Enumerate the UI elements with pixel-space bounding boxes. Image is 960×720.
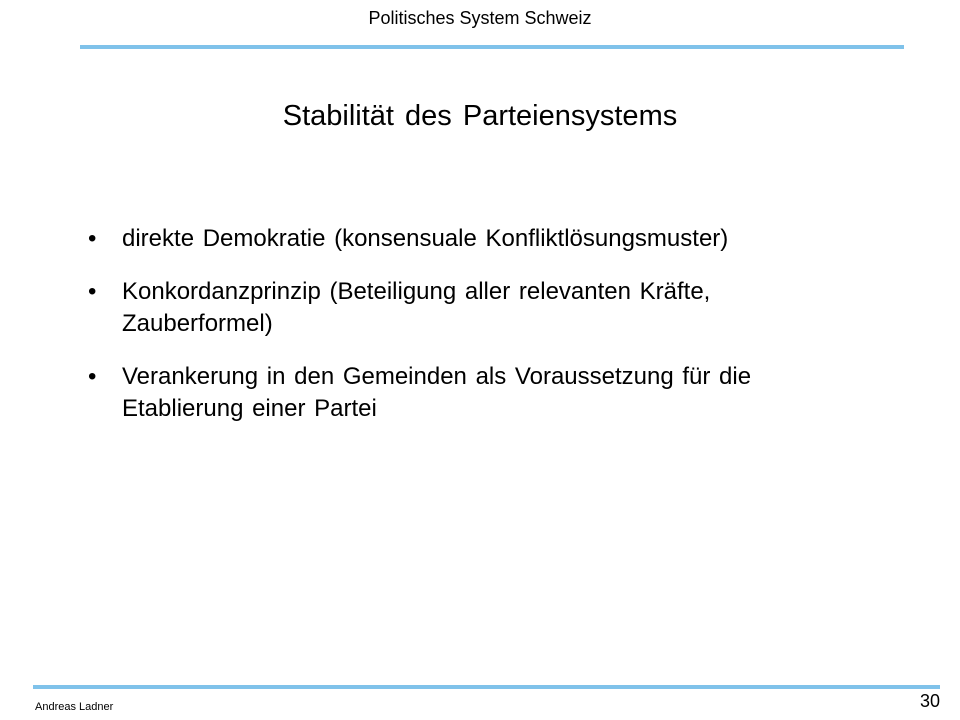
top-divider	[80, 45, 904, 49]
page-number: 30	[919, 691, 940, 711]
bullet-text: Verankerung in den Gemeinden als Voraussetzung für die Etablierung einer Partei	[122, 363, 752, 422]
bullet-item	[84, 276, 864, 340]
bullet-text: direkte Demokratie (konsensuale Konfliktlösungsmuster)	[122, 225, 729, 252]
bullet-icon: •	[88, 225, 97, 252]
presentation-title: Politisches System Schweiz	[368, 8, 592, 28]
bullet-item	[84, 361, 864, 425]
bottom-divider	[33, 685, 940, 689]
footer-author: Andreas Ladner	[35, 701, 114, 713]
bullet-icon: •	[88, 278, 97, 305]
bullet-icon: •	[88, 363, 97, 390]
bullet-item	[84, 223, 864, 255]
bullet-text: Konkordanzprinzip (Beteiligung aller relevanten Kräfte, Zauberformel)	[122, 278, 711, 337]
bullet-list	[84, 223, 864, 446]
slide-title: Stabilität des Parteiensystems	[282, 100, 678, 132]
